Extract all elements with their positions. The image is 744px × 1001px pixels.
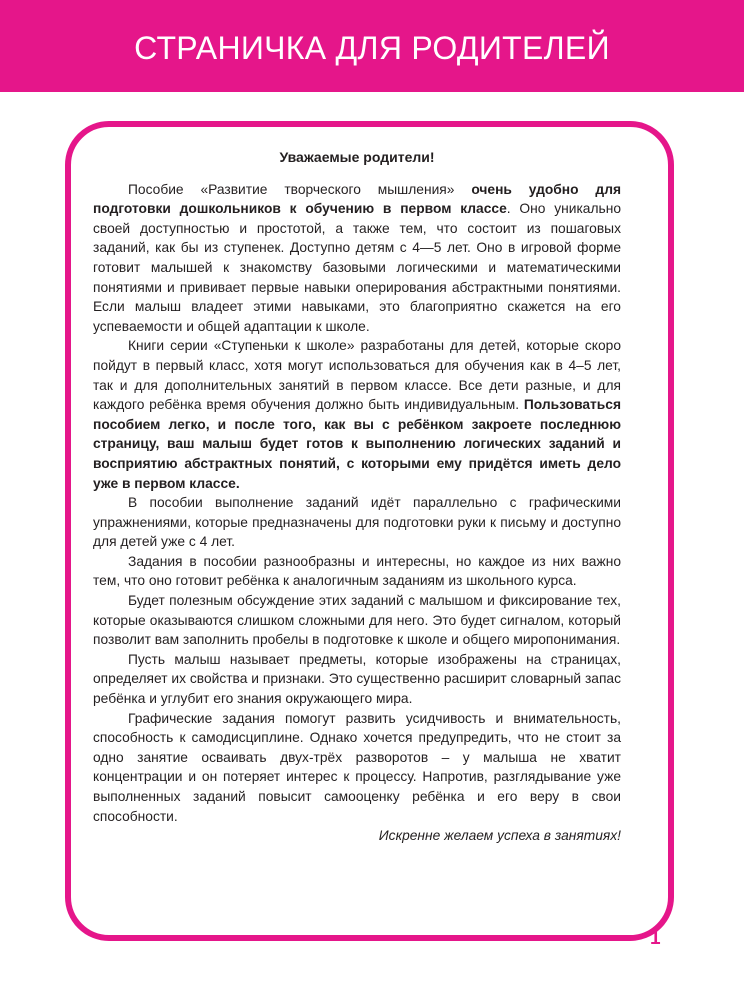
- letter-signoff: Искренне желаем успеха в занятиях!: [378, 828, 621, 844]
- page-number: 1: [650, 928, 661, 949]
- paragraph-2-bold: Пользоваться пособием легко, и после того, как вы с ребёнком закроете последнюю страницу, ваш малыш будет готов к выполнению логических заданий и восприятию абстрактных понятий, с которыми ему придётся иметь дело уже в первом классе.: [93, 397, 621, 491]
- page-title: СТРАНИЧКА ДЛЯ РОДИТЕЛЕЙ: [134, 29, 610, 66]
- paragraph-1-text-a: Пособие «Развитие творческого мышления»: [128, 181, 472, 197]
- paragraph-3: В пособии выполнение заданий идёт параллельно с графическими упражнениями, которые предназначены для подготовки руки к письму и доступно для детей уже с 4 лет.: [93, 495, 621, 550]
- paragraph-1-text-c: . Оно уникально своей доступностью и простотой, а также тем, что состоит из пошаговых заданий, как бы из ступенек. Доступно детям с 4—5 лет. Оно в игровой форме готовит малышей к знакомству базовыми логическими и математическими понятиями и прививает первые навыки оперирования абстрактными понятиями. Если малыш владеет этими навыками, это благоприятно скажется на его успеваемости и общей адаптации к школе.: [93, 201, 621, 334]
- paragraph-1-bold: очень удобно для подготовки дошкольников к обучению в первом классе: [93, 181, 622, 217]
- letter-heading: Уважаемые родители!: [279, 149, 435, 165]
- paragraph-2: [93, 336, 621, 493]
- paragraph-4: Задания в пособии разнообразны и интересны, но каждое из них важно тем, что оно готовит ребёнка к аналогичным заданиям из школьного курса.: [93, 553, 621, 589]
- paragraph-5: Будет полезным обсуждение этих заданий с малышом и фиксирование тех, которые оказываются слишком сложными для него. Это будет сигналом, который позволит вам заполнить пробелы в подготовке к школе и общего миропонимания.: [93, 593, 621, 648]
- paragraph-7: Графические задания помогут развить усидчивость и внимательность, способность к самодисциплине. Однако хочется предупредить, что не стоит за одно занятие осваивать двух-трёх разворотов – у малыша не хватит концентрации и он потеряет интерес к процессу. Напротив, разглядывание уже выполненных заданий повысит самооценку ребёнка и его веру в свои способности.: [93, 710, 621, 824]
- paragraph-6: Пусть малыш называет предметы, которые изображены на страницах, определяет их свойства и признаки. Это существенно расширит словарный запас ребёнка и углубит его знания окружающего мира.: [93, 651, 621, 707]
- paragraph-2-text: Книги серии «Ступеньки к школе» разработаны для детей, которые скоро пойдут в первый класс, хотя могут использоваться для обучения как в 4–5 лет, так и для дополнительных занятий в первом классе. Все дети разные, и для каждого ребёнка время обучения должно быть индивидуальным.: [93, 338, 621, 413]
- letter-body: [93, 148, 621, 846]
- paragraph-1: [93, 180, 621, 337]
- page-header: [0, 0, 744, 92]
